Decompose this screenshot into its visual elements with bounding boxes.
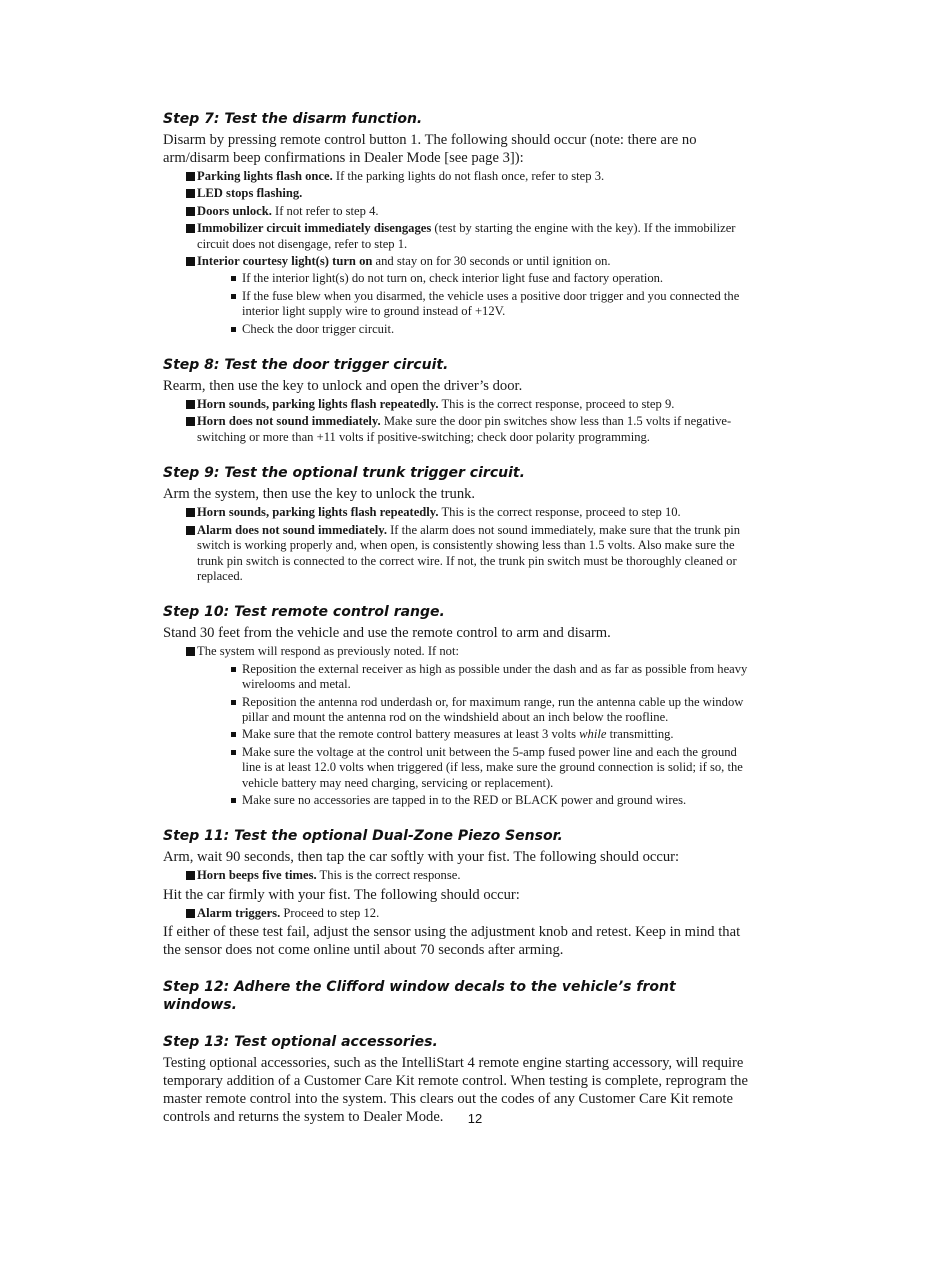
list-item: Horn beeps five times. This is the correct response. [163, 868, 753, 883]
sub-list-item: Make sure no accessories are tapped in to the RED or BLACK power and ground wires. [197, 793, 753, 808]
list-item: Horn sounds, parking lights flash repeatedly. This is the correct response, proceed to step 10. [163, 505, 753, 520]
list-item: Alarm triggers. Proceed to step 12. [163, 906, 753, 921]
sub-list-item: Make sure that the remote control battery measures at least 3 volts while transmitting. [197, 727, 753, 742]
list-item: Horn sounds, parking lights flash repeatedly. This is the correct response, proceed to step 9. [163, 397, 753, 412]
step-8-heading: Step 8: Test the door trigger circuit. [163, 357, 449, 374]
sub-list-item: Make sure the voltage at the control unit between the 5-amp fused power line and each the ground line is at least 12.0 volts when triggered (if less, make sure the ground connection is solid; if so, the vehicle battery may need charging, servicing or replacement). [197, 745, 753, 791]
square-bullet-icon [186, 909, 195, 918]
step-11-list-2 [163, 906, 753, 921]
list-item: Interior courtesy light(s) turn on and stay on for 30 seconds or until ignition on. If the interior light(s) do not turn on, check interior light fuse and factory operation. If the fuse blew when you disarmed, the vehicle uses a positive door trigger and you connected the interior light supply wire to ground instead of +12V. Check the door trigger circuit. [163, 254, 753, 337]
step-7-intro: Disarm by pressing remote control button 1. The following should occur (note: there are no arm/disarm beep confirmations in Dealer Mode [see page 3]): [163, 132, 697, 166]
step-11-outro: If either of these test fail, adjust the sensor using the adjustment knob and retest. Keep in mind that the sensor does not come online until about 70 seconds after arming. [163, 924, 741, 959]
square-bullet-icon [186, 508, 195, 517]
step-7-heading: Step 7: Test the disarm function. [163, 111, 423, 127]
square-bullet-icon [186, 647, 195, 656]
step-10-intro: Stand 30 feet from the vehicle and use the remote control to arm and disarm. [163, 625, 611, 642]
square-bullet-icon [186, 526, 195, 535]
list-item: LED stops flashing. [163, 186, 753, 201]
step-13-heading: Step 13: Test optional accessories. [163, 1034, 438, 1051]
square-bullet-icon [186, 257, 195, 266]
list-item: Parking lights flash once. If the parking lights do not flash once, refer to step 3. [163, 169, 753, 184]
step-8-section [163, 356, 753, 445]
step-9-heading: Step 9: Test the optional trunk trigger circuit. [163, 465, 525, 482]
list-item: Doors unlock. If not refer to step 4. [163, 204, 753, 219]
sub-list-item: Reposition the external receiver as high as possible under the dash and as far as possible from heavy wirelooms and metal. [197, 662, 753, 693]
step-9-section [163, 464, 753, 584]
step-10-sublist [197, 662, 753, 809]
sub-list-item: Check the door trigger circuit. [197, 322, 753, 337]
step-9-intro: Arm the system, then use the key to unlock the trunk. [163, 486, 476, 503]
step-12-section [163, 978, 753, 1014]
small-square-bullet-icon [231, 732, 236, 737]
step-7-list [163, 169, 753, 337]
sub-list-item: If the fuse blew when you disarmed, the vehicle uses a positive door trigger and you connected the interior light supply wire to ground instead of +12V. [197, 289, 753, 320]
small-square-bullet-icon [231, 700, 236, 705]
step-9-list [163, 505, 753, 584]
square-bullet-icon [186, 417, 195, 426]
list-item: Immobilizer circuit immediately disengages (test by starting the engine with the key). If the immobilizer circuit does not disengage, refer to step 1. [163, 221, 753, 252]
list-item: The system will respond as previously noted. If not: Reposition the external receiver as high as possible under the dash and as far as possible from heavy wirelooms and metal. Reposition the antenna rod underdash or, for maximum range, run the antenna cable up the window pillar and mount the antenna rod on the windshield about an inch below the roofline. Make sure that the remote control battery measures at least 3 volts while transmitting. Make sure the voltage at the control unit between the 5-amp fused power line and each the ground line is at least 12.0 volts when triggered (if less, make sure the ground connection is solid; if so, the vehicle battery may need charging, servicing or replacement). Make sure no accessories are tapped in to the RED or BLACK power and ground wires. [163, 644, 753, 808]
step-10-heading: Step 10: Test remote control range. [163, 604, 445, 621]
small-square-bullet-icon [231, 294, 236, 299]
list-item: Horn does not sound immediately. Make sure the door pin switches show less than 1.5 volts if negative-switching or more than +11 volts if positive-switching; check door polarity programming. [163, 414, 753, 445]
sub-list-item: Reposition the antenna rod underdash or, for maximum range, run the antenna cable up the window pillar and mount the antenna rod on the windshield about an inch below the roofline. [197, 695, 753, 726]
page-number: 12 [467, 1111, 483, 1126]
step-12-heading: Step 12: Adhere the Clifford window decals to the vehicle’s front windows. [163, 979, 676, 1014]
square-bullet-icon [186, 871, 195, 880]
small-square-bullet-icon [231, 327, 236, 332]
small-square-bullet-icon [231, 798, 236, 803]
square-bullet-icon [186, 207, 195, 216]
step-10-section [163, 603, 753, 808]
square-bullet-icon [186, 172, 195, 181]
step-10-list [163, 644, 753, 808]
step-11-intro-2: Hit the car firmly with your fist. The following should occur: [163, 886, 520, 903]
step-13-body: Testing optional accessories, such as the IntelliStart 4 remote engine starting accessory, will require temporary addition of a Customer Care Kit remote control. When testing is complete, reprogram the master remote control into the system. This clears out the codes of any Customer Care Kit remote controls and returns the system to Dealer Mode. [163, 1055, 748, 1126]
square-bullet-icon [186, 400, 195, 409]
step-7-sublist [197, 271, 753, 337]
small-square-bullet-icon [231, 276, 236, 281]
step-7-section [163, 110, 753, 337]
step-11-list-1 [163, 868, 753, 883]
document-page [163, 110, 753, 1145]
small-square-bullet-icon [231, 667, 236, 672]
step-11-heading: Step 11: Test the optional Dual-Zone Piezo Sensor. [163, 828, 563, 845]
square-bullet-icon [186, 224, 195, 233]
sub-list-item: If the interior light(s) do not turn on, check interior light fuse and factory operation. [197, 271, 753, 286]
step-11-section [163, 827, 753, 959]
list-item: Alarm does not sound immediately. If the alarm does not sound immediately, make sure that the trunk pin switch is working properly and, when open, is consistently showing less than 1.5 volts. Also make sure the trunk pin switch is connected to the correct wire. If not, the trunk pin switch must be thoroughly cleaned or replaced. [163, 523, 753, 585]
step-8-list [163, 397, 753, 445]
small-square-bullet-icon [231, 750, 236, 755]
step-11-intro-1: Arm, wait 90 seconds, then tap the car softly with your fist. The following should occur: [163, 849, 680, 866]
step-8-intro: Rearm, then use the key to unlock and open the driver’s door. [163, 378, 523, 395]
square-bullet-icon [186, 189, 195, 198]
